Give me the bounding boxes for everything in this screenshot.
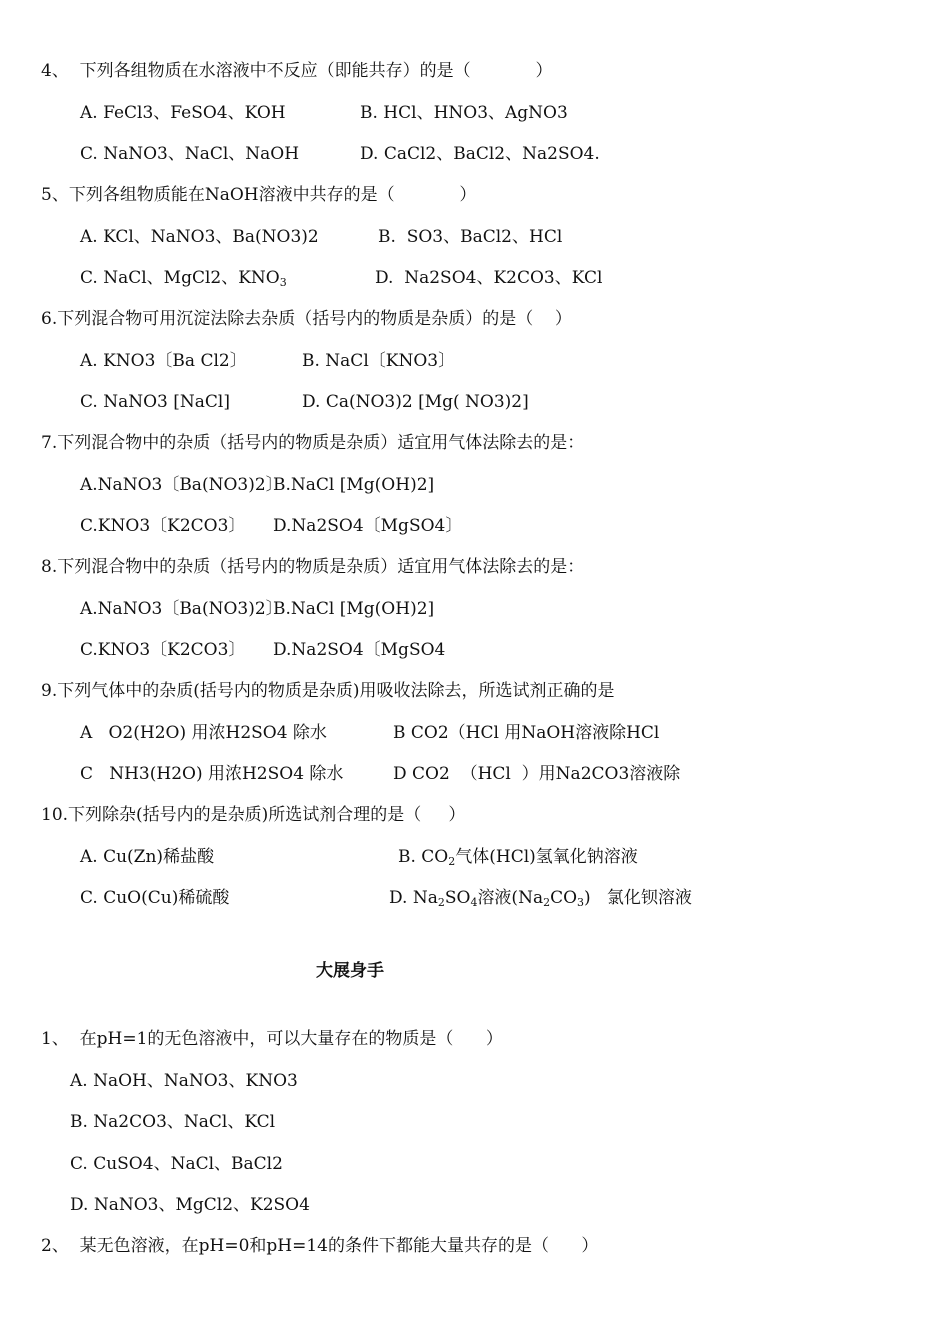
question-10-stem: 10.下列除杂(括号内的是杂质)所选试剂合理的是（ ） [41, 805, 466, 825]
question-7-option-a: A.NaNO3〔Ba(NO3)2〕 [80, 475, 283, 495]
question-8-option-c: C.KNO3〔K2CO3〕 [80, 640, 246, 660]
question-7-option-b: B.NaCl [Mg(OH)2] [273, 475, 435, 495]
part2-question-1-option-d: D. NaNO3、MgCl2、K2SO4 [70, 1195, 310, 1215]
question-8-option-d: D.Na2SO4〔MgSO4 [273, 640, 446, 660]
text: B. CO [398, 847, 449, 867]
subscript: 3 [577, 896, 585, 909]
part2-question-2-stem: 2、 某无色溶液，在pH=0和pH=14的条件下都能大量共存的是（ ） [41, 1236, 599, 1256]
question-5-option-c-text: C. NaCl、MgCl2、KNO [80, 268, 280, 288]
question-5-option-d: D. Na2SO4、K2CO3、KCl [375, 268, 603, 288]
part2-question-1-option-a: A. NaOH、NaNO3、KNO3 [70, 1071, 298, 1091]
part2-question-1-option-b: B. Na2CO3、NaCl、KCl [70, 1112, 276, 1132]
question-4-stem: 4、 下列各组物质在水溶液中不反应（即能共存）的是（ ） [41, 61, 553, 81]
question-10-option-b [398, 846, 638, 873]
question-9-option-a: A O2(H2O) 用浓H2SO4 除水 [80, 723, 327, 743]
section-title: 大展身手 [316, 961, 384, 981]
text: CO [550, 888, 578, 908]
question-6-option-c: C. NaNO3 [NaCl] [80, 392, 230, 412]
question-7-option-d: D.Na2SO4〔MgSO4〕 [273, 516, 463, 536]
question-4-option-d: D. CaCl2、BaCl2、Na2SO4. [360, 144, 600, 164]
question-10-option-d [389, 887, 692, 914]
text: SO [444, 888, 471, 908]
question-10-option-c: C. CuO(Cu)稀硫酸 [80, 888, 230, 908]
question-5-option-a: A. KCl、NaNO3、Ba(NO3)2 [80, 227, 319, 247]
question-7-option-c: C.KNO3〔K2CO3〕 [80, 516, 246, 536]
text: 溶液(Na [477, 888, 544, 908]
question-4-option-a: A. FeCl3、FeSO4、KOH [80, 103, 286, 123]
question-8-option-a: A.NaNO3〔Ba(NO3)2〕 [80, 599, 283, 619]
question-8-option-b: B.NaCl [Mg(OH)2] [273, 599, 435, 619]
question-6-stem: 6.下列混合物可用沉淀法除去杂质（括号内的物质是杂质）的是（ ） [41, 309, 572, 329]
question-9-stem: 9.下列气体中的杂质(括号内的物质是杂质)用吸收法除去，所选试剂正确的是 [41, 681, 615, 701]
question-4-option-b: B. HCl、HNO3、AgNO3 [360, 103, 568, 123]
question-9-option-d: D CO2 （HCl ）用Na2CO3溶液除 [393, 764, 681, 784]
question-5-option-b: B. SO3、BaCl2、HCl [378, 227, 563, 247]
question-9-option-b: B CO2（HCl 用NaOH溶液除HCl [393, 723, 660, 743]
subscript: 2 [543, 896, 551, 909]
question-7-stem: 7.下列混合物中的杂质（括号内的物质是杂质）适宜用气体法除去的是： [41, 433, 585, 453]
subscript: 2 [437, 896, 445, 909]
subscript: 3 [279, 276, 287, 289]
question-4-option-c: C. NaNO3、NaCl、NaOH [80, 144, 300, 164]
question-6-option-b: B. NaCl〔KNO3〕 [302, 351, 456, 371]
question-10-option-a: A. Cu(Zn)稀盐酸 [80, 847, 215, 867]
part2-question-1-option-c: C. CuSO4、NaCl、BaCl2 [70, 1154, 283, 1174]
text: ) 氯化钡溶液 [584, 888, 692, 908]
text: 气体(HCl)氢氧化钠溶液 [455, 847, 638, 867]
question-9-option-c: C NH3(H2O) 用浓H2SO4 除水 [80, 764, 344, 784]
question-6-option-a: A. KNO3〔Ba Cl2〕 [80, 351, 247, 371]
question-8-stem: 8.下列混合物中的杂质（括号内的物质是杂质）适宜用气体法除去的是： [41, 557, 585, 577]
question-6-option-d: D. Ca(NO3)2 [Mg( NO3)2] [302, 392, 529, 412]
text: D. Na [389, 888, 438, 908]
part2-question-1-stem: 1、 在pH=1的无色溶液中，可以大量存在的物质是（ ） [41, 1029, 503, 1049]
question-5-option-c [80, 267, 287, 294]
question-5-stem: 5、下列各组物质能在NaOH溶液中共存的是（ ） [41, 185, 477, 205]
subscript: 2 [448, 855, 456, 868]
subscript: 4 [470, 896, 478, 909]
